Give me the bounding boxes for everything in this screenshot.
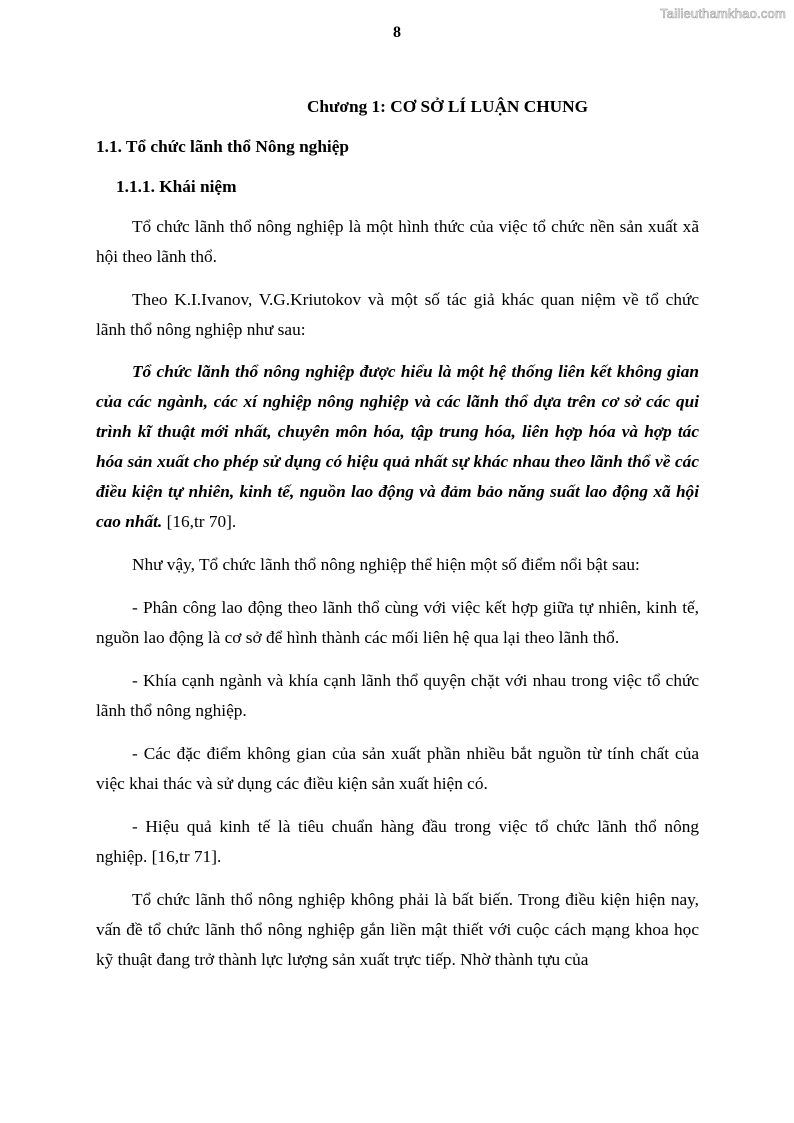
paragraph-definition-quote [96, 357, 699, 537]
chapter-title: Chương 1: CƠ SỞ LÍ LUẬN CHUNG [306, 97, 589, 116]
paragraph-definition-intro: Tổ chức lãnh thổ nông nghiệp là một hình thức của việc tổ chức nền sản xuất xã hội theo lãnh thổ. [96, 217, 699, 266]
bullet-point-sector-territory: - Khía cạnh ngành và khía cạnh lãnh thổ quyện chặt với nhau trong việc tổ chức lãnh thổ nông nghiệp. [96, 671, 699, 720]
bullet-point-labor-division: - Phân công lao động theo lãnh thổ cùng với việc kết hợp giữa tự nhiên, kinh tế, nguồn lao động là cơ sở để hình thành các mối liên hệ qua lại theo lãnh thổ. [96, 598, 699, 647]
citation-text: [16,tr 70]. [162, 512, 237, 531]
subsection-title: 1.1.1. Khái niệm [116, 177, 237, 196]
bullet-point-economic-efficiency: - Hiệu quả kinh tế là tiêu chuẩn hàng đầu trong việc tổ chức lãnh thổ nông nghiệp. [16,tr 71]. [96, 817, 699, 866]
bullet-point-spatial-features: - Các đặc điểm không gian của sản xuất phần nhiều bắt nguồn từ tính chất của việc khai thác và sử dụng các điều kiện sản xuất hiện có. [96, 744, 699, 793]
paragraph-summary: Như vậy, Tổ chức lãnh thổ nông nghiệp thể hiện một số điểm nổi bật sau: [132, 555, 640, 574]
paragraph-not-invariant: Tổ chức lãnh thổ nông nghiệp không phải là bất biến. Trong điều kiện hiện nay, vấn đề tổ chức lãnh thổ nông nghiệp gắn liền mật thiết với cuộc cách mạng khoa học kỹ thuật đang trở thành lực lượng sản xuất trực tiếp. Nhờ thành tựu của [96, 890, 699, 969]
paragraph-authors-view: Theo K.I.Ivanov, V.G.Kriutokov và một số tác giả khác quan niệm về tổ chức lãnh thổ nông nghiệp như sau: [96, 290, 699, 339]
page-number: 8 [393, 24, 401, 41]
watermark-text: Tailieuthamkhao.com [660, 6, 786, 21]
definition-emphasis-text: Tổ chức lãnh thổ nông nghiệp được hiểu là một hệ thống liên kết không gian của các ngành, các xí nghiệp nông nghiệp và các lãnh thổ dựa trên cơ sở các qui trình kĩ thuật mới nhất, chuyên môn hóa, tập trung hóa, liên hợp hóa và hợp tác hóa sản xuất cho phép sử dụng có hiệu quả nhất sự khác nhau theo lãnh thổ về các điều kiện tự nhiên, kinh tế, nguồn lao động và đảm bảo năng suất lao động xã hội cao nhất. [96, 362, 699, 531]
section-title: 1.1. Tổ chức lãnh thổ Nông nghiệp [96, 137, 350, 156]
document-body [96, 96, 699, 975]
